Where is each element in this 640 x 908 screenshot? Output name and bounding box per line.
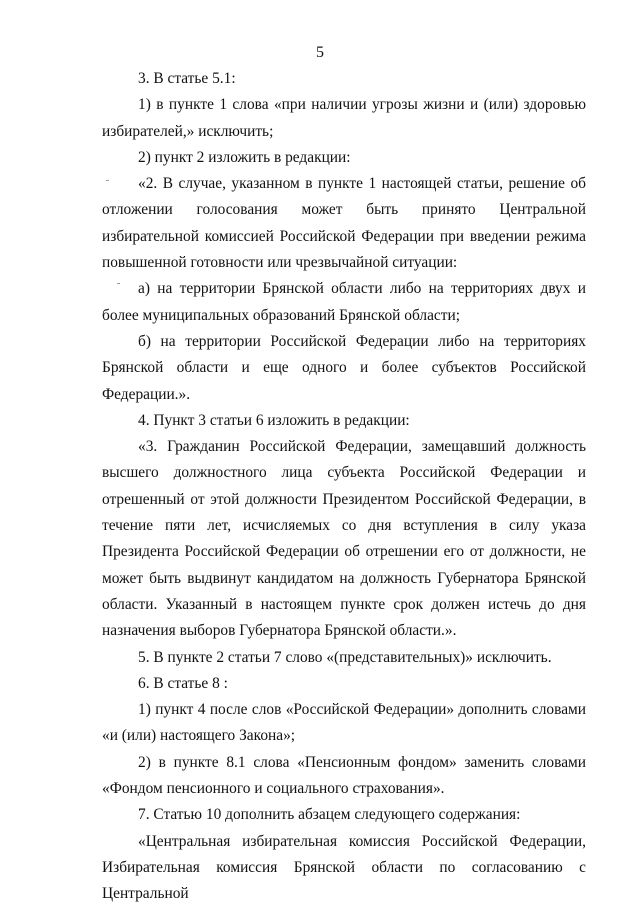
document-body [102,66,586,908]
paragraph: 2) в пункте 8.1 слова «Пенсионным фондом» заменить словами «Фондом пенсионного и социального страхования». [102,753,586,798]
paragraph: а) на территории Брянской области либо на территориях двух и более муниципальных образований Брянской области; [102,280,586,324]
paragraph: 1) в пункте 1 слова «при наличии угрозы жизни и (или) здоровью избирателей,» исключить; [102,96,586,140]
paragraph: б) на территории Российской Федерации либо на территориях Брянской области и еще одного и более субъектов Российской Федерации.». [102,332,586,403]
paragraph: «2. В случае, указанном в пункте 1 настоящей статьи, решение об отложении голосования может быть принято Центральной избирательной комиссией Российской Федерации при введении режима повышенной готовности или чрезвычайной ситуации: [102,175,586,272]
paragraph: 5. В пункте 2 статьи 7 слово «(представительных)» исключить. [138,648,552,666]
paragraph: «3. Гражданин Российской Федерации, замещавший должность высшего должностного лица субъекта Российской Федерации и отрешенный от этой должности Президентом Российской Федерации, в течение пяти лет, исчисляемых со дня вступления в силу указа Президента Российской Федерации об отрешении его от должности, не может быть выдвинут кандидатом на должность Губернатора Брянской области. Указанный в настоящем пункте срок должен истечь до дня назначения выборов Губернатора Брянской области.». [102,438,586,640]
paragraph: 3. В статье 5.1: [138,70,236,87]
paragraph: 6. В статье 8 : [138,674,228,692]
page-number: 5 [316,44,324,61]
paragraph: 4. Пункт 3 статьи 6 изложить в редакции: [138,411,410,429]
paragraph: 1) пункт 4 после слов «Российской Федерации» дополнить словами «и (или) настоящего Закона»; [102,701,586,745]
paragraph: 7. Статью 10 дополнить абзацем следующего содержания: [138,806,521,824]
paragraph: «Центральная избирательная комиссия Российской Федерации, Избирательная комиссия Брянской области по согласованию с Центральной [102,832,586,903]
paragraph: 2) пункт 2 изложить в редакции: [138,148,351,166]
